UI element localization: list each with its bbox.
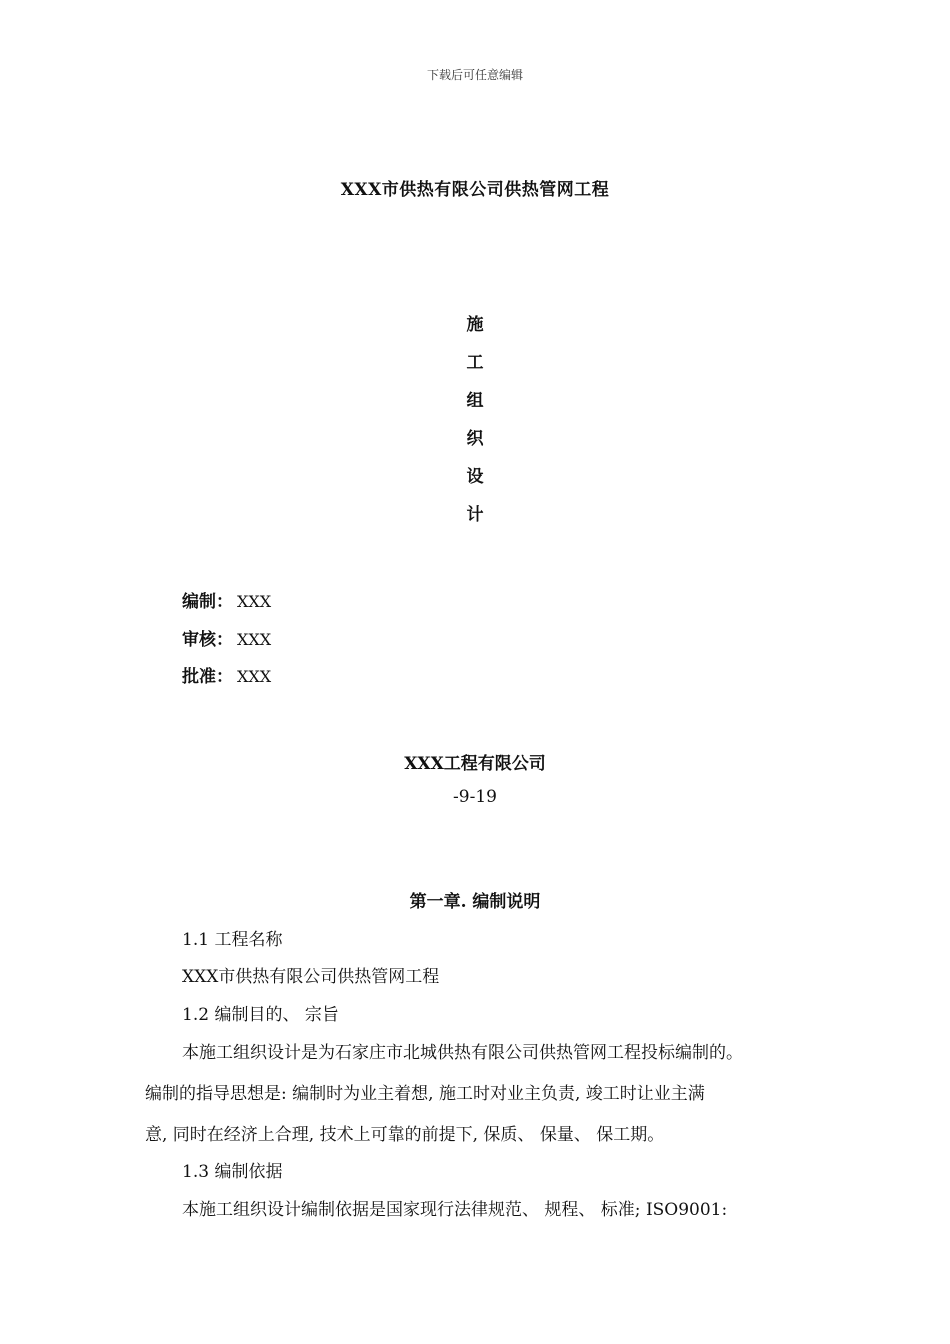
company-name: XXX工程有限公司 [404,754,546,774]
section-title: 1.3 编制依据 [182,1162,283,1182]
sign-row-approver [182,662,271,687]
header-note: 下载后可任意编辑 [426,68,523,82]
sign-value: XXX [237,630,272,649]
sign-label: 编制： [182,592,233,612]
sign-label: 审核： [182,630,233,650]
vertical-title [462,312,488,540]
sign-value: XXX [237,667,272,686]
vertical-title-char: 组 [466,391,484,411]
sign-row-compiler [182,587,271,612]
document-date: -9-19 [453,787,497,807]
project-title: XXX市供热有限公司供热管网工程 [340,180,610,200]
vertical-title-char: 设 [466,467,484,487]
sign-row-reviewer [182,625,271,650]
section-title: 1.2 编制目的、 宗旨 [182,1005,339,1025]
paragraph-line: XXX市供热有限公司供热管网工程 [182,967,440,987]
vertical-title-char: 施 [466,315,484,335]
vertical-title-char: 织 [466,429,484,449]
paragraph-line: 编制的指导思想是: 编制时为业主着想, 施工时对业主负责, 竣工时让业主满 [145,1084,705,1104]
paragraph-line: 本施工组织设计是为石家庄市北城供热有限公司供热管网工程投标编制的。 [182,1043,743,1063]
sign-value: XXX [237,592,272,611]
vertical-title-char: 计 [466,505,484,525]
section-title: 1.1 工程名称 [182,930,283,950]
sign-label: 批准： [182,667,233,687]
chapter-heading: 第一章. 编制说明 [409,892,541,912]
vertical-title-char: 工 [466,353,484,373]
paragraph-line: 意, 同时在经济上合理, 技术上可靠的前提下, 保质、 保量、 保工期。 [145,1125,665,1145]
paragraph-line: 本施工组织设计编制依据是国家现行法律规范、 规程、 标准; ISO9001: [182,1200,728,1220]
